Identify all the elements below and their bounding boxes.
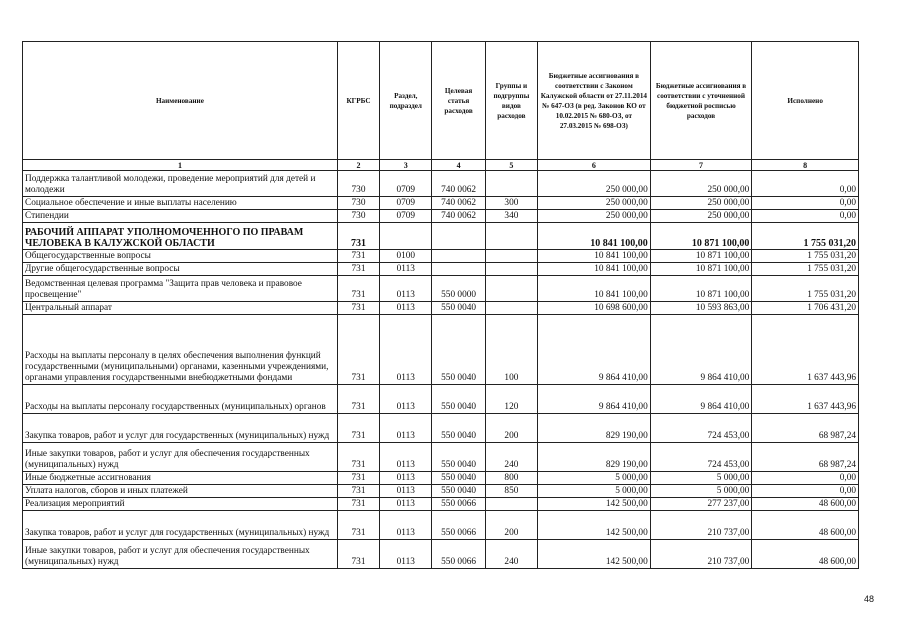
row-rospis-cell: 9 864 410,00 [650,385,752,414]
row-budget-cell: 10 841 100,00 [538,263,651,276]
row-budget-cell: 250 000,00 [538,197,651,210]
row-rospis-cell: 277 237,00 [650,498,752,511]
row-statya-cell: 550 0066 [432,511,485,540]
row-rospis-cell: 10 871 100,00 [650,263,752,276]
header-budget-rospis: Бюджетные ассигнования в соответствии с уточненной бюджетной росписью расходов [650,42,752,160]
row-ispolneno-cell: 1 706 431,20 [752,302,859,315]
row-name-cell: Ведомственная целевая программа "Защита прав человека и правовое просвещение" [23,276,338,302]
row-razdel-cell: 0113 [380,498,432,511]
table-row [23,472,859,485]
row-budget-cell: 10 698 600,00 [538,302,651,315]
row-name-cell: Стипендии [23,210,338,223]
row-name-cell: Расходы на выплаты персоналу государственных (муниципальных) органов [23,385,338,414]
row-ispolneno-cell: 48 600,00 [752,498,859,511]
header-row [23,42,859,160]
row-name-cell: Закупка товаров, работ и услуг для государственных (муниципальных) нужд [23,414,338,443]
row-kgrbs-cell: 731 [337,472,379,485]
row-rospis-cell: 250 000,00 [650,197,752,210]
table-row [23,443,859,472]
row-kgrbs-cell: 731 [337,498,379,511]
column-number: 1 [23,160,338,171]
table-row [23,250,859,263]
row-budget-cell: 829 190,00 [538,414,651,443]
row-budget-cell: 5 000,00 [538,485,651,498]
table-row [23,540,859,569]
row-razdel-cell: 0113 [380,443,432,472]
row-kgrbs-cell: 731 [337,276,379,302]
page-number: 48 [863,594,874,604]
row-budget-cell: 10 841 100,00 [538,223,651,250]
row-budget-cell: 250 000,00 [538,171,651,197]
row-kgrbs-cell: 731 [337,302,379,315]
row-statya-cell: 550 0040 [432,485,485,498]
row-budget-cell: 9 864 410,00 [538,385,651,414]
row-ispolneno-cell: 48 600,00 [752,511,859,540]
row-statya-cell [432,223,485,250]
row-rospis-cell: 210 737,00 [650,540,752,569]
row-ispolneno-cell: 68 987,24 [752,414,859,443]
table-row [23,385,859,414]
row-vid-cell: 100 [485,315,537,385]
row-razdel-cell: 0709 [380,197,432,210]
row-vid-cell [485,276,537,302]
row-kgrbs-cell: 730 [337,171,379,197]
row-razdel-cell: 0709 [380,210,432,223]
row-statya-cell: 740 0062 [432,171,485,197]
row-statya-cell: 550 0040 [432,472,485,485]
row-ispolneno-cell: 0,00 [752,210,859,223]
row-rospis-cell: 724 453,00 [650,414,752,443]
row-statya-cell [432,263,485,276]
row-budget-cell: 142 500,00 [538,511,651,540]
row-rospis-cell: 9 864 410,00 [650,315,752,385]
row-razdel-cell: 0113 [380,414,432,443]
row-statya-cell: 550 0066 [432,540,485,569]
column-number: 5 [485,160,537,171]
row-statya-cell: 550 0040 [432,414,485,443]
row-ispolneno-cell: 1 755 031,20 [752,263,859,276]
row-budget-cell: 250 000,00 [538,210,651,223]
row-vid-cell [485,302,537,315]
row-rospis-cell: 10 593 863,00 [650,302,752,315]
budget-table [22,41,859,569]
row-kgrbs-cell: 730 [337,210,379,223]
row-statya-cell: 550 0000 [432,276,485,302]
column-number: 8 [752,160,859,171]
row-name-cell: Иные закупки товаров, работ и услуг для обеспечения государственных (муниципальных) нужд [23,443,338,472]
row-razdel-cell: 0113 [380,485,432,498]
header-budget-law: Бюджетные ассигнования в соответствии с Законом Калужской области от 27.11.2014 № 647-ОЗ (в ред. Законов КО от 10.02.2015 № 680-ОЗ, от 27.03.2015 № 698-ОЗ) [538,42,651,160]
row-razdel-cell: 0113 [380,315,432,385]
row-kgrbs-cell: 731 [337,250,379,263]
row-vid-cell: 240 [485,443,537,472]
row-vid-cell: 240 [485,540,537,569]
column-number: 4 [432,160,485,171]
row-vid-cell [485,498,537,511]
row-vid-cell: 120 [485,385,537,414]
row-statya-cell: 550 0040 [432,315,485,385]
row-statya-cell: 740 0062 [432,197,485,210]
row-rospis-cell: 250 000,00 [650,210,752,223]
row-budget-cell: 5 000,00 [538,472,651,485]
row-razdel-cell: 0113 [380,540,432,569]
row-razdel-cell: 0113 [380,302,432,315]
row-vid-cell: 340 [485,210,537,223]
row-kgrbs-cell: 731 [337,315,379,385]
row-name-cell: Центральный аппарат [23,302,338,315]
row-rospis-cell: 10 871 100,00 [650,223,752,250]
header-vid: Группы и подгруппы видов расходов [485,42,537,160]
budget-execution-table-sheet [22,41,859,569]
row-name-cell: Иные закупки товаров, работ и услуг для обеспечения государственных (муниципальных) нужд [23,540,338,569]
row-name-cell: Иные бюджетные ассигнования [23,472,338,485]
row-razdel-cell: 0709 [380,171,432,197]
table-row [23,223,859,250]
row-rospis-cell: 10 871 100,00 [650,276,752,302]
column-number-row [23,160,859,171]
row-razdel-cell: 0113 [380,511,432,540]
row-kgrbs-cell: 731 [337,263,379,276]
header-statya: Целевая статья расходов [432,42,485,160]
table-row [23,414,859,443]
row-vid-cell: 300 [485,197,537,210]
row-rospis-cell: 5 000,00 [650,472,752,485]
row-budget-cell: 10 841 100,00 [538,276,651,302]
row-razdel-cell: 0113 [380,263,432,276]
header-kgrbs: КГРБС [337,42,379,160]
row-name-cell: Социальное обеспечение и иные выплаты населению [23,197,338,210]
table-row [23,197,859,210]
table-row [23,302,859,315]
row-budget-cell: 142 500,00 [538,540,651,569]
row-kgrbs-cell: 731 [337,223,379,250]
row-vid-cell [485,263,537,276]
table-row [23,171,859,197]
row-vid-cell: 200 [485,414,537,443]
row-name-cell: Уплата налогов, сборов и иных платежей [23,485,338,498]
row-rospis-cell: 724 453,00 [650,443,752,472]
column-number: 6 [538,160,651,171]
header-ispolneno: Исполнено [752,42,859,160]
row-razdel-cell: 0113 [380,472,432,485]
row-ispolneno-cell: 1 755 031,20 [752,223,859,250]
row-ispolneno-cell: 48 600,00 [752,540,859,569]
row-ispolneno-cell: 1 755 031,20 [752,276,859,302]
row-statya-cell: 550 0040 [432,302,485,315]
row-rospis-cell: 250 000,00 [650,171,752,197]
row-ispolneno-cell: 68 987,24 [752,443,859,472]
row-kgrbs-cell: 731 [337,540,379,569]
row-ispolneno-cell: 1 637 443,96 [752,385,859,414]
row-budget-cell: 9 864 410,00 [538,315,651,385]
row-ispolneno-cell: 0,00 [752,197,859,210]
row-razdel-cell: 0100 [380,250,432,263]
row-vid-cell: 200 [485,511,537,540]
row-ispolneno-cell: 1 755 031,20 [752,250,859,263]
row-razdel-cell [380,223,432,250]
row-budget-cell: 142 500,00 [538,498,651,511]
row-kgrbs-cell: 731 [337,511,379,540]
table-row [23,511,859,540]
row-statya-cell: 550 0040 [432,443,485,472]
row-name-cell: Расходы на выплаты персоналу в целях обеспечения выполнения функций государственными (муниципальными) органами, казенными учреждениями, органами управления государственными внебюджетными фондами [23,315,338,385]
row-kgrbs-cell: 731 [337,414,379,443]
row-kgrbs-cell: 731 [337,385,379,414]
row-ispolneno-cell: 0,00 [752,171,859,197]
row-kgrbs-cell: 731 [337,485,379,498]
row-vid-cell: 850 [485,485,537,498]
row-budget-cell: 10 841 100,00 [538,250,651,263]
column-number: 2 [337,160,379,171]
column-number: 7 [650,160,752,171]
row-name-cell: Закупка товаров, работ и услуг для государственных (муниципальных) нужд [23,511,338,540]
header-razdel: Раздел, подраздел [380,42,432,160]
row-budget-cell: 829 190,00 [538,443,651,472]
row-rospis-cell: 210 737,00 [650,511,752,540]
header-name: Наименование [23,42,338,160]
table-row [23,210,859,223]
row-name-cell: Общегосударственные вопросы [23,250,338,263]
table-row [23,485,859,498]
column-number: 3 [380,160,432,171]
row-rospis-cell: 10 871 100,00 [650,250,752,263]
row-statya-cell: 550 0040 [432,385,485,414]
row-vid-cell [485,250,537,263]
table-row [23,315,859,385]
row-vid-cell: 800 [485,472,537,485]
row-name-cell: Поддержка талантливой молодежи, проведение мероприятий для детей и молодежи [23,171,338,197]
row-statya-cell [432,250,485,263]
table-row [23,276,859,302]
row-name-cell: РАБОЧИЙ АППАРАТ УПОЛНОМОЧЕННОГО ПО ПРАВАМ ЧЕЛОВЕКА В КАЛУЖСКОЙ ОБЛАСТИ [23,223,338,250]
row-ispolneno-cell: 1 637 443,96 [752,315,859,385]
row-statya-cell: 550 0066 [432,498,485,511]
row-name-cell: Другие общегосударственные вопросы [23,263,338,276]
row-statya-cell: 740 0062 [432,210,485,223]
row-rospis-cell: 5 000,00 [650,485,752,498]
row-razdel-cell: 0113 [380,385,432,414]
row-ispolneno-cell: 0,00 [752,485,859,498]
row-vid-cell [485,171,537,197]
row-kgrbs-cell: 731 [337,443,379,472]
row-vid-cell [485,223,537,250]
row-kgrbs-cell: 730 [337,197,379,210]
table-row [23,263,859,276]
table-row [23,498,859,511]
table-body [23,171,859,569]
row-name-cell: Реализация мероприятий [23,498,338,511]
row-razdel-cell: 0113 [380,276,432,302]
row-ispolneno-cell: 0,00 [752,472,859,485]
